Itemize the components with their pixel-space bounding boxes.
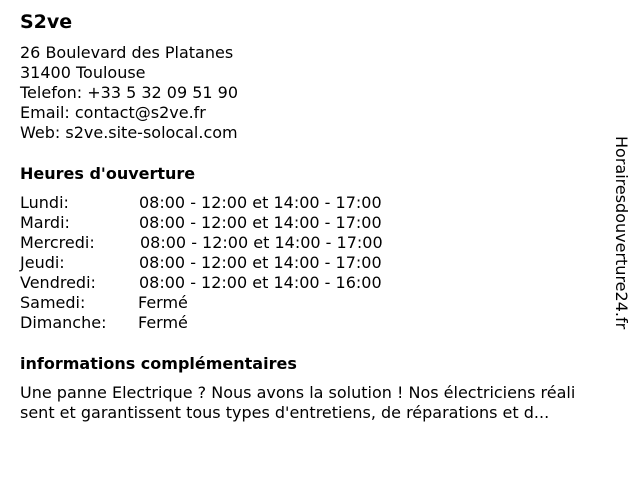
business-name: S2ve <box>20 11 73 33</box>
watermark-text: Horairesdouverture24.fr <box>612 136 631 330</box>
additional-info-line: Une panne Electrique ? Nous avons la solution ! Nos électriciens réali <box>20 383 576 402</box>
hours-value: 08:00 - 12:00 et 14:00 - 17:00 <box>139 193 382 212</box>
day-label: Dimanche: <box>20 313 107 332</box>
email-line: Email: contact@s2ve.fr <box>20 103 206 122</box>
hours-value: 08:00 - 12:00 et 14:00 - 16:00 <box>139 273 382 292</box>
address-street: 26 Boulevard des Platanes <box>20 43 234 62</box>
day-label: Lundi: <box>20 193 69 212</box>
day-label: Vendredi: <box>20 273 96 292</box>
additional-info-heading: informations complémentaires <box>20 354 297 373</box>
hours-value: Fermé <box>138 293 188 312</box>
additional-info-text <box>20 383 600 423</box>
day-label: Jeudi: <box>20 253 65 272</box>
hours-value: Fermé <box>138 313 188 332</box>
day-label: Samedi: <box>20 293 86 312</box>
hours-value: 08:00 - 12:00 et 14:00 - 17:00 <box>140 233 383 252</box>
phone-line: Telefon: +33 5 32 09 51 90 <box>20 83 239 102</box>
hours-value: 08:00 - 12:00 et 14:00 - 17:00 <box>139 253 382 272</box>
address-city: 31400 Toulouse <box>20 63 146 82</box>
day-label: Mercredi: <box>20 233 95 252</box>
day-label: Mardi: <box>20 213 70 232</box>
additional-info-line: sent et garantissent tous types d'entretiens, de réparations et d... <box>20 403 550 422</box>
opening-hours-heading: Heures d'ouverture <box>20 164 196 183</box>
web-line: Web: s2ve.site-solocal.com <box>20 123 238 142</box>
hours-value: 08:00 - 12:00 et 14:00 - 17:00 <box>139 213 382 232</box>
